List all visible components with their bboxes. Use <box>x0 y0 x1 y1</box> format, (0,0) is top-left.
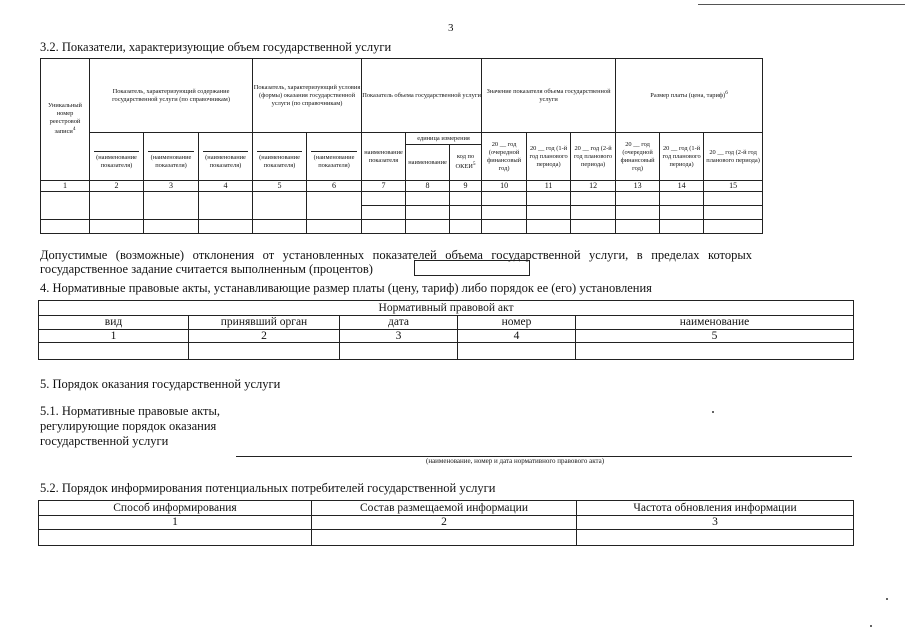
col-number: 3 <box>144 181 199 192</box>
unit-name-header: наименование <box>406 145 450 181</box>
col-number: 3 <box>577 516 854 530</box>
section-3-2-title: 3.2. Показатели, характеризующие объем государственной услуги <box>40 40 392 54</box>
year-header: 20 __ год (2-й год планового периода) <box>704 133 763 181</box>
conditions-indicator-header: Показатель, характеризующий условия (формы) оказания государственной услуги (по справочникам) <box>253 59 362 133</box>
name-label: (наименование показателя) <box>199 133 253 181</box>
col-number: 14 <box>660 181 704 192</box>
indicator-name-header: наименование показателя <box>362 133 406 181</box>
table-row <box>39 530 854 546</box>
page-number: 3 <box>448 22 454 34</box>
year-header: 20 __ год (2-й год планового периода) <box>571 133 616 181</box>
column-header: дата <box>340 316 458 330</box>
volume-indicators-table <box>40 58 763 234</box>
scan-speck <box>870 625 872 627</box>
scan-speck <box>712 411 714 413</box>
information-table <box>38 500 854 546</box>
col-number: 5 <box>576 329 854 343</box>
col-number: 2 <box>90 181 144 192</box>
year-header: 20 __ год (1-й год планового периода) <box>527 133 571 181</box>
deviation-percent-box[interactable] <box>414 260 530 276</box>
legal-acts-table <box>38 300 854 360</box>
col-number: 6 <box>307 181 362 192</box>
col-number: 8 <box>406 181 450 192</box>
price-header: Размер платы (цена, тариф)$^6$ <box>616 59 763 133</box>
top-rule <box>698 4 905 5</box>
section-5-title: 5. Порядок оказания государственной услуги <box>40 377 281 391</box>
scan-speck <box>886 598 888 600</box>
year-header: 20 __ год (очередной финансовый год) <box>482 133 527 181</box>
name-label: (наименование показателя) <box>144 133 199 181</box>
column-header: Частота обновления информации <box>577 501 854 516</box>
column-header: номер <box>458 316 576 330</box>
name-label: (наименование показателя) <box>90 133 144 181</box>
section-4-title: 4. Нормативные правовые акты, устанавливающие размер платы (цену, тариф) либо порядок ее (его) установления <box>40 281 652 295</box>
unique-number-header: Уникальный номер реестровой записи$^4$ <box>41 59 90 181</box>
section-5-2-title: 5.2. Порядок информирования потенциальных потребителей государственной услуги <box>40 481 496 495</box>
col-number: 15 <box>704 181 763 192</box>
column-header: принявший орган <box>189 316 340 330</box>
col-number: 12 <box>571 181 616 192</box>
year-header: 20 __ год (очередной финансовый год) <box>616 133 660 181</box>
volume-indicator-header: Показатель объема государственной услуги <box>362 59 482 133</box>
deviation-line-1: Допустимые (возможные) отклонения от установленных показателей объема государственной услуги, в пределах которых <box>40 248 752 262</box>
col-number: 1 <box>39 329 189 343</box>
name-label: (наименование показателя) <box>307 133 362 181</box>
name-label: (наименование показателя) <box>253 133 307 181</box>
col-number: 4 <box>458 329 576 343</box>
legal-act-caption: (наименование, номер и дата нормативного правового акта) <box>426 457 605 465</box>
col-number: 5 <box>253 181 307 192</box>
volume-value-header: Значение показателя объема государственной услуги <box>482 59 616 133</box>
col-number: 2 <box>312 516 577 530</box>
col-number: 9 <box>450 181 482 192</box>
col-number: 2 <box>189 329 340 343</box>
col-number: 13 <box>616 181 660 192</box>
col-number: 11 <box>527 181 571 192</box>
table-row <box>41 220 763 234</box>
col-number: 4 <box>199 181 253 192</box>
legal-act-header: Нормативный правовой акт <box>39 301 854 316</box>
deviation-line-2: государственное задание считается выполненным (процентов) <box>40 262 373 276</box>
unit-header: единица измерения <box>406 133 482 145</box>
col-number: 3 <box>340 329 458 343</box>
table-row <box>39 343 854 360</box>
section-5-1-text: 5.1. Нормативные правовые акты, регулирующие порядок оказания государственной услуги <box>40 404 221 448</box>
column-header: вид <box>39 316 189 330</box>
table-row <box>41 192 763 206</box>
col-number: 10 <box>482 181 527 192</box>
col-number: 1 <box>41 181 90 192</box>
column-header: Способ информирования <box>39 501 312 516</box>
content-indicator-header: Показатель, характеризующий содержание государственной услуги (по справочникам) <box>90 59 253 133</box>
col-number: 7 <box>362 181 406 192</box>
okei-header: код по ОКЕИ$^5$ <box>450 145 482 181</box>
year-header: 20 __ год (1-й год планового периода) <box>660 133 704 181</box>
col-number: 1 <box>39 516 312 530</box>
column-header: Состав размещаемой информации <box>312 501 577 516</box>
column-header: наименование <box>576 316 854 330</box>
